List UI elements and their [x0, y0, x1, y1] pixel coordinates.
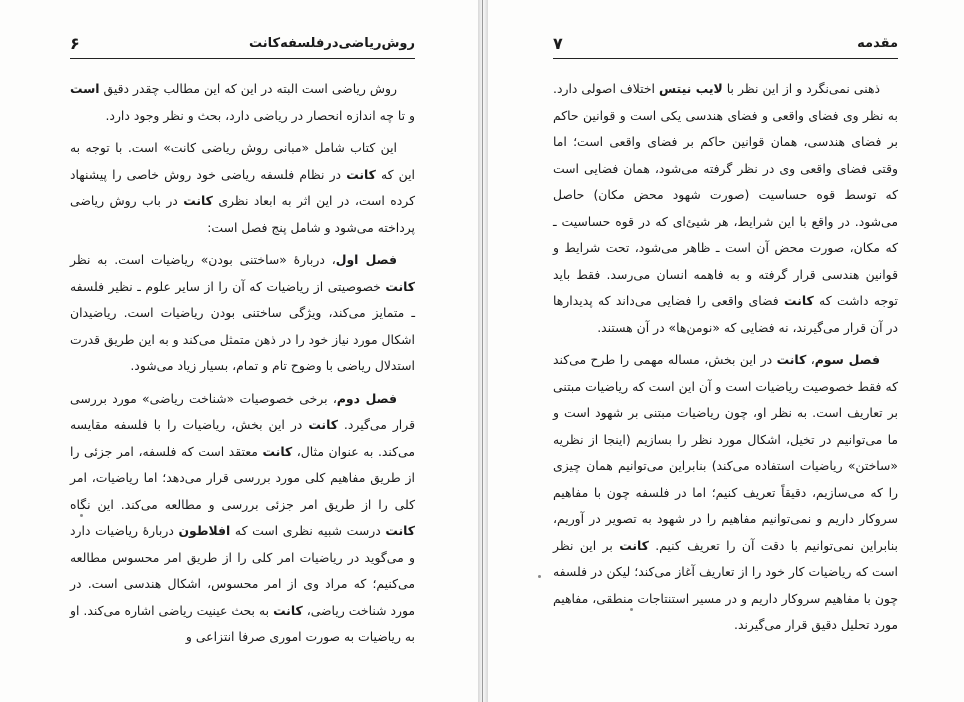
text-run: بر این نظر است که ریاضیات کار خود را از تعاریف آغاز می‌کند؛ لیکن در فلسفه چون با مفاهیم سروکار داریم و در مسیر استنتاجات منطقی، مفاهیم مورد تحلیل دقیق قرار می‌گیرند.	[553, 537, 898, 632]
right-page-body	[553, 76, 898, 639]
text-run: در این بخش، ریاضیات را با فلسفه مقایسه می‌کند. به عنوان مثال،	[70, 417, 415, 459]
bold-term: کانت	[385, 523, 415, 538]
bold-term: کانت	[273, 602, 303, 618]
bold-term: فصل دوم	[336, 390, 397, 406]
gutter-divider	[482, 0, 483, 702]
page-number: ۷	[553, 34, 563, 53]
body-paragraph	[70, 135, 415, 241]
bold-term: کانت	[308, 417, 338, 432]
bold-term: کانت	[619, 537, 649, 553]
right-page	[488, 0, 964, 702]
bold-term: فصل سوم	[814, 352, 880, 367]
text-run: و تا چه اندازه انحصار در ریاضی دارد، بحث و نظر وجود دارد.	[105, 107, 415, 123]
scan-speck	[630, 608, 633, 611]
text-run: این کتاب شامل «مبانی روش ریاضی کانت» است. با توجه به این که	[70, 140, 415, 182]
text-run: اختلاف اصولی دارد. به نظر وی فضای واقعی و فضای هندسی یکی است و قوانین حاکم بر فضای هندسی، همان قوانین حاکم بر فضای واقعی است؛ اما وقتی فضای واقعی وی در نظر گرفته می‌شود، همان فضایی است که توسط قوه حساسیت (صورت شهود محض مکان) حاصل می‌شود. در واقع با این شرایط، هر شیئ‌ای که در قوه حساسیت ـ که مکان، صورت محض آن است ـ ظاهر می‌شود، تحت شرایط و قوانین هندسی قرار گرفته و به فاهمه انسان می‌رسد. فقط باید توجه داشت که	[553, 81, 898, 308]
bold-term: کانت	[183, 193, 213, 208]
text-run: در باب روش ریاضی پرداخته می‌شود و شامل پنج فصل است:	[70, 193, 415, 235]
running-title: مقدمه	[857, 36, 898, 51]
scan-speck	[80, 514, 83, 517]
body-paragraph	[553, 76, 898, 341]
left-page-header	[70, 34, 415, 59]
page-number: ۶	[70, 34, 80, 53]
bold-term: کانت	[346, 166, 376, 182]
bold-term: لایب نیتس	[659, 81, 723, 96]
body-paragraph	[70, 247, 415, 380]
text-run: ذهنی نمی‌نگرد و از این نظر با	[722, 81, 881, 96]
text-run: ، دربارهٔ «ساختنی بودن» ریاضیات است. به نظر	[70, 252, 336, 267]
book-gutter	[478, 0, 488, 702]
right-page-header	[553, 34, 898, 59]
text-run: درست شبیه نظری است که	[230, 523, 386, 538]
bold-term: کانت	[385, 278, 415, 294]
text-run: فضای واقعی را فضایی می‌داند که پدیدارها در آن قرار می‌گیرند، نه فضایی که «نومن‌ها» در آن هستند.	[553, 293, 898, 335]
bold-term: کانت	[784, 293, 814, 308]
bold-term: است	[70, 81, 100, 96]
bold-term: کانت	[776, 352, 807, 367]
text-run: در نظام فلسفه ریاضی خود روش خاصی را پیشنهاد کرده است، در این اثر به ابعاد نظری	[70, 166, 415, 208]
text-run: ، برخی خصوصیات «شناخت ریاضی» مورد بررسی قرار می‌گیرد.	[70, 390, 415, 432]
text-run: ،	[806, 352, 815, 367]
text-run: در این بخش، مساله مهمی را طرح می‌کند که فقط خصوصیت ریاضیات است و آن این است که ریاضیات مبتنی بر تعاریف است. به نظر او، چون ریاضیات مبتنی بر شهود است و ما می‌توانیم در تخیل، اشکال مورد نظر را بسازیم (اینجا از نظریه «ساختن» ریاضیات استفاده می‌کند) بنابراین می‌توانیم همان چیزی را که می‌سازیم، دقیقاً تعریف کنیم؛ اما در فلسفه چون با مفاهیم سروکار داریم و نمی‌توانیم مفاهیم را در شهود به تصویر در آوریم، بنابراین نمی‌توانیم با دقت آن را تعریف کنیم.	[553, 352, 898, 553]
text-run: دربارهٔ ریاضیات دارد و می‌گوید در ریاضیات امر کلی را از طریق امر محسوس مطالعه می‌کنیم؛ که مراد وی از امر محسوس، اشکال هندسی است. در مورد شناخت ریاضی،	[70, 523, 416, 618]
bold-term: افلاطون	[178, 523, 231, 538]
body-paragraph	[553, 347, 898, 639]
running-title: روش‌ریاضی‌در‌فلسفه‌کانت	[249, 36, 415, 51]
body-paragraph	[70, 76, 415, 129]
bold-term: فصل اول	[335, 252, 397, 267]
text-run: روش ریاضی است البته در این که این مطالب چقدر دقیق	[99, 81, 397, 96]
bold-term: کانت	[262, 443, 293, 459]
text-run: معتقد است که فلسفه، امر جزئی را از طریق مفاهیم کلی مورد بررسی قرار می‌دهد؛ اما ریاضیات، امر کلی را از طریق امر جزئی بررسی و مطالعه می‌کند. این نگاه	[70, 443, 415, 512]
text-run: به بحث عینیت ریاضی اشاره می‌کند. او به ریاضیات به صورت اموری صرفا انتزاعی و	[70, 602, 415, 644]
left-page-body	[70, 76, 415, 651]
body-paragraph	[70, 386, 415, 651]
scan-speck	[538, 575, 541, 578]
left-page	[0, 0, 478, 702]
text-run: خصوصیتی از ریاضیات که آن را از سایر علوم ـ نظیر فلسفه ـ متمایز می‌کند، ویژگی ساختنی بودن ریاضیات است. ریاضیدان اشکال مورد نیاز خود را در ذهن متمثل می‌کند و به این طریق قدرت استدلال ریاضی با وضوح تام و تمام، بسیار زیاد می‌شود.	[70, 278, 415, 373]
